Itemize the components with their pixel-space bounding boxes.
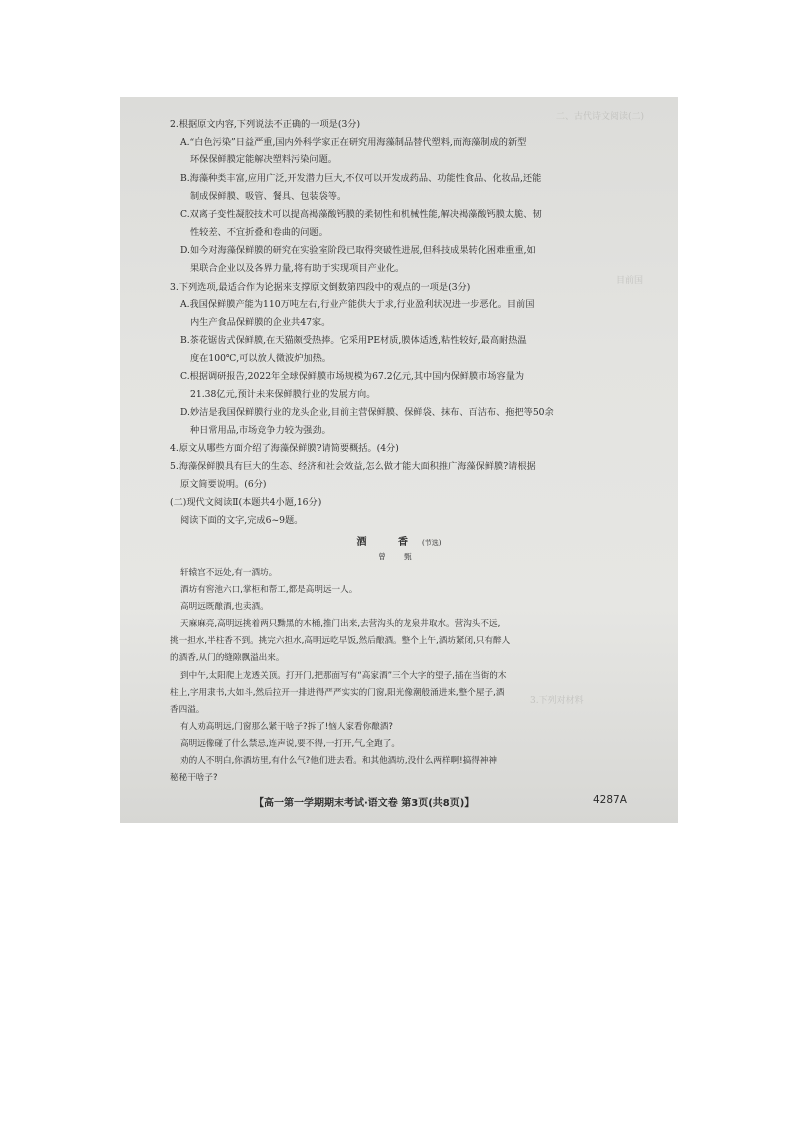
story-paragraph: 高明远像碰了什么禁忌,连声说,要不得,一打开,气,全跑了。 bbox=[180, 739, 400, 749]
section-heading: (二)现代文阅读Ⅱ(本题共4小题,16分) bbox=[170, 497, 322, 508]
section-instruction: 阅读下面的文字,完成6~9题。 bbox=[180, 515, 304, 526]
q3-option-d-cont: 种日常用品,市场竞争力较为强劲。 bbox=[190, 425, 331, 436]
story-paragraph-cont: 挑一担水,半柱香不到。挑完六担水,高明远吃早饭,然后酿酒。整个上午,酒坊紧闭,只有醉人 bbox=[170, 636, 511, 646]
question-5: 5.海藻保鲜膜具有巨大的生态、经济和社会效益,怎么做才能大面积推广海藻保鲜膜?请根据 bbox=[170, 461, 536, 472]
q3-option-b-cont: 度在100℃,可以放人微波炉加热。 bbox=[190, 353, 331, 364]
story-paragraph: 高明远既酿酒,也卖酒。 bbox=[180, 602, 269, 612]
q2-option-a-cont: 环保保鲜膜定能解决塑料污染问题。 bbox=[190, 154, 337, 165]
q3-option-c: C.根据调研报告,2022年全球保鲜膜市场规模为67.2亿元,其中国内保鲜膜市场容量为 bbox=[180, 371, 525, 382]
question-3-stem: 3.下列选项,最适合作为论据来支撑原文倒数第四段中的观点的一项是(3分) bbox=[170, 282, 471, 293]
story-paragraph-cont: 柱上,字用隶书,大如斗,然后拉开一排进得严严实实的门窗,阳光像潮般涌进来,整个屋子,酒 bbox=[170, 688, 505, 698]
bleed-through-text: 3.下列对材料 bbox=[530, 696, 584, 706]
bleed-through-text: 目前国 bbox=[616, 276, 644, 286]
story-paragraph: 天麻麻亮,高明远挑着两只黝黑的木桶,推门出来,去营沟头的龙泉井取水。营沟头不远, bbox=[180, 619, 501, 629]
story-paragraph: 酒坊有窖池六口,掌柜和帮工,都是高明远一人。 bbox=[180, 585, 358, 595]
page-footer: 【高一第一学期期末考试·语文卷 第3页(共8页)】 bbox=[254, 798, 475, 809]
scanned-exam-page bbox=[120, 97, 678, 823]
question-5-cont: 原文简要说明。(6分) bbox=[180, 479, 267, 490]
q3-option-b: B.茶花锯齿式保鲜膜,在天猫颇受热捧。它采用PE材质,膜体适透,粘性较好,最高耐热温 bbox=[180, 335, 527, 346]
exam-code: 4287A bbox=[593, 794, 627, 806]
q2-option-d: D.如今对海藻保鲜膜的研究在实验室阶段已取得突破性进展,但科技成果转化困难重重,如 bbox=[180, 245, 536, 256]
story-author: 曾 甄 bbox=[378, 552, 420, 561]
q3-option-d: D.妙洁是我国保鲜膜行业的龙头企业,目前主营保鲜膜、保鲜袋、抹布、百洁布、拖把等50余 bbox=[180, 407, 554, 418]
story-paragraph-cont: 香四溢。 bbox=[170, 705, 205, 715]
question-4: 4.原文从哪些方面介绍了海藻保鲜膜?请简要概括。(4分) bbox=[170, 443, 399, 454]
q3-option-a-cont: 内生产食品保鲜膜的企业共47家。 bbox=[190, 317, 331, 328]
story-paragraph: 到中午,太阳爬上龙透关顶。打开门,把那面写有“高家酒”三个大字的望子,插在当街的木 bbox=[180, 671, 507, 681]
story-title: 酒 香(节选) bbox=[356, 537, 442, 548]
q2-option-c-cont: 性较差、不宜折叠和卷曲的问题。 bbox=[190, 227, 328, 238]
story-paragraph-cont: 秘秘干啥子? bbox=[170, 773, 218, 783]
story-title-note: (节选) bbox=[422, 539, 442, 547]
story-paragraph: 有人劝高明远,门窗那么紧干啥子?拆了!恼人家看你酿酒? bbox=[180, 722, 393, 732]
q3-option-a: A.我国保鲜膜产能为110万吨左右,行业产能供大于求,行业盈利状况进一步恶化。目前国 bbox=[180, 299, 535, 310]
question-2-stem: 2.根据原文内容,下列说法不正确的一项是(3分) bbox=[170, 119, 361, 130]
bleed-through-text: 二、古代诗文阅读(二) bbox=[556, 112, 645, 122]
q2-option-c: C.双离子变性凝胶技术可以提高褐藻酸钙膜的柔韧性和机械性能,解决褐藻酸钙膜太脆、韧 bbox=[180, 209, 542, 220]
story-paragraph: 轩辕宫不远处,有一酒坊。 bbox=[180, 568, 278, 578]
q2-option-d-cont: 果联合企业以及各界力量,将有助于实现项目产业化。 bbox=[190, 263, 405, 274]
q2-option-a: A.“白色污染”日益严重,国内外科学家正在研究用海藻制品替代塑料,而海藻制成的新型 bbox=[180, 137, 527, 148]
q3-option-c-cont: 21.38亿元,预计未来保鲜膜行业的发展方向。 bbox=[190, 389, 376, 400]
q2-option-b: B.海藻种类丰富,应用广泛,开发潜力巨大,不仅可以开发成药品、功能性食品、化妆品,还能 bbox=[180, 173, 542, 184]
story-paragraph-cont: 的酒香,从门的缝隙飘溢出来。 bbox=[170, 653, 285, 663]
story-paragraph: 劝的人不明白,你酒坊里,有什么气?他们进去看。和其他酒坊,没什么两样啊!搞得神神 bbox=[180, 756, 497, 766]
q2-option-b-cont: 制成保鲜膜、吸管、餐具、包装袋等。 bbox=[190, 191, 347, 202]
